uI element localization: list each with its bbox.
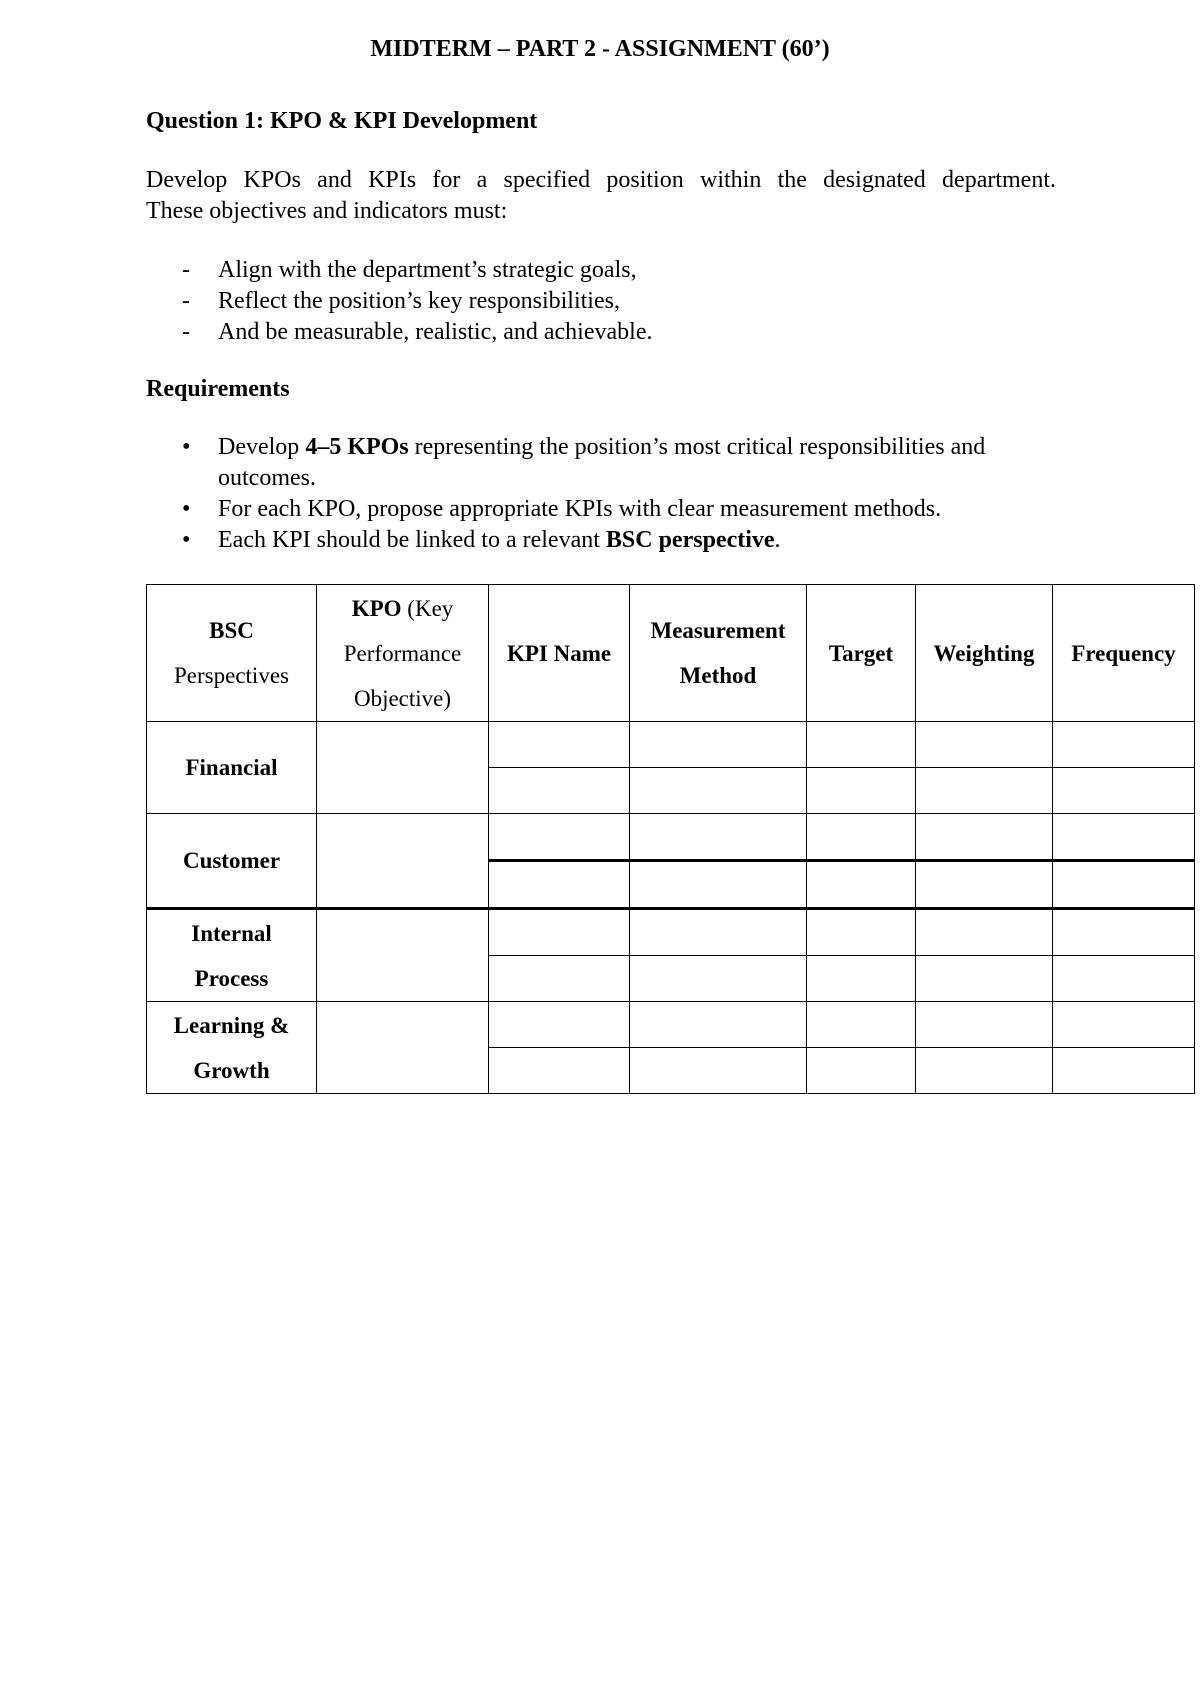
kpo-cell[interactable] [317,909,489,1002]
weighting-cell[interactable] [916,768,1053,814]
measurement-cell[interactable] [630,814,807,861]
frequency-cell[interactable] [1053,1002,1195,1048]
frequency-cell[interactable] [1053,956,1195,1002]
weighting-cell[interactable] [916,722,1053,768]
weighting-cell[interactable] [916,909,1053,956]
frequency-cell[interactable] [1053,814,1195,861]
document-title: MIDTERM – PART 2 - ASSIGNMENT (60’) [370,36,830,62]
requirement-item: • Each KPI should be linked to a relevant BSC perspective. [146,525,1046,556]
dash-marker: - [182,257,190,283]
table-header-row [147,585,1195,722]
kpi-name-cell[interactable] [489,861,630,909]
dash-list [146,255,652,348]
measurement-cell[interactable] [630,861,807,909]
weighting-cell[interactable] [916,814,1053,861]
table-row [147,722,1195,768]
target-cell[interactable] [807,956,916,1002]
kpo-cell[interactable] [317,814,489,909]
target-cell[interactable] [807,768,916,814]
table-row [147,1002,1195,1048]
dash-list-item: - Reflect the position’s key responsibilities, [146,286,652,317]
target-cell[interactable] [807,909,916,956]
requirements-list [146,432,1046,556]
frequency-cell[interactable] [1053,861,1195,909]
perspective-internal-process: Internal Process [147,909,317,1002]
target-cell[interactable] [807,722,916,768]
header-kpi-name: KPI Name [489,585,630,722]
kpi-name-cell[interactable] [489,722,630,768]
requirement-item: • For each KPO, propose appropriate KPIs with clear measurement methods. [146,494,1046,525]
header-measurement-method: Measurement Method [630,585,807,722]
requirement-item: • Develop 4–5 KPOs representing the position’s most critical responsibilities and outcomes. [182,434,986,491]
target-cell[interactable] [807,861,916,909]
dash-list-item: - Align with the department’s strategic goals, [146,255,652,286]
measurement-cell[interactable] [630,768,807,814]
header-weighting: Weighting [916,585,1053,722]
frequency-cell[interactable] [1053,722,1195,768]
header-target: Target [807,585,916,722]
target-cell[interactable] [807,1002,916,1048]
kpo-cell[interactable] [317,722,489,814]
target-cell[interactable] [807,814,916,861]
measurement-cell[interactable] [630,909,807,956]
frequency-cell[interactable] [1053,1048,1195,1094]
kpi-name-cell[interactable] [489,909,630,956]
kpi-name-cell[interactable] [489,768,630,814]
perspective-financial: Financial [147,722,317,814]
measurement-cell[interactable] [630,1048,807,1094]
kpi-table [146,584,1195,1094]
intro-line-1: Develop KPOs and KPIs for a specified position within the designated department. [146,167,1056,193]
weighting-cell[interactable] [916,956,1053,1002]
kpi-name-cell[interactable] [489,956,630,1002]
kpi-name-cell[interactable] [489,1048,630,1094]
question-heading: Question 1: KPO & KPI Development [146,108,538,134]
measurement-cell[interactable] [630,1002,807,1048]
kpi-name-cell[interactable] [489,1002,630,1048]
header-frequency: Frequency [1053,585,1195,722]
header-kpo: KPO (Key Performance Objective) [317,585,489,722]
perspective-learning-growth: Learning & Growth [147,1002,317,1094]
table-row [147,814,1195,861]
bullet-icon: • [182,434,191,460]
kpi-name-cell[interactable] [489,814,630,861]
intro-paragraph [146,165,1056,227]
weighting-cell[interactable] [916,861,1053,909]
intro-line-2: These objectives and indicators must: [146,198,508,224]
kpo-cell[interactable] [317,1002,489,1094]
frequency-cell[interactable] [1053,909,1195,956]
requirements-heading: Requirements [146,376,290,402]
header-bsc-perspectives: BSC Perspectives [147,585,317,722]
measurement-cell[interactable] [630,956,807,1002]
measurement-cell[interactable] [630,722,807,768]
frequency-cell[interactable] [1053,768,1195,814]
dash-list-item: - And be measurable, realistic, and achievable. [146,317,652,348]
table-row [147,909,1195,956]
perspective-customer: Customer [147,814,317,909]
weighting-cell[interactable] [916,1048,1053,1094]
bullet-icon: • [182,496,191,522]
dash-marker: - [182,288,190,314]
bullet-icon: • [182,527,191,553]
target-cell[interactable] [807,1048,916,1094]
dash-marker: - [182,319,190,345]
weighting-cell[interactable] [916,1002,1053,1048]
